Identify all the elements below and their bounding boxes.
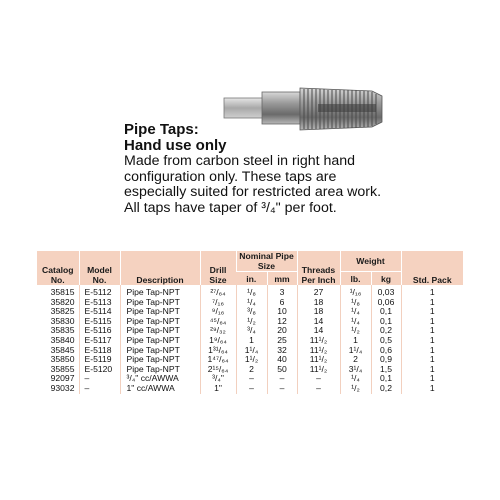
cell-model: E-5116 bbox=[79, 326, 120, 336]
cell-catalog: 35820 bbox=[50, 296, 75, 307]
col-pack-header: Std. Pack bbox=[401, 251, 463, 285]
cell-weight-kg: 1,5 bbox=[371, 365, 401, 375]
product-intro bbox=[124, 122, 389, 216]
cell-pack: 1 bbox=[401, 384, 463, 394]
col-model-header: Model No. bbox=[79, 251, 120, 285]
cell-weight-kg: 0,1 bbox=[371, 307, 401, 317]
col-nominal-in-header: in. bbox=[236, 272, 267, 286]
col-catalog-header: Catalog No. bbox=[37, 251, 79, 285]
cell-nominal-mm: 6 bbox=[267, 298, 297, 308]
cell-threads: 14 bbox=[297, 326, 340, 336]
cell-weight-kg: 0,5 bbox=[371, 336, 401, 346]
cell-threads: 27 bbox=[297, 285, 340, 298]
cell-drill: ³/₄" bbox=[200, 374, 236, 384]
cell-pack: 1 bbox=[401, 365, 463, 375]
cell-model: E-5118 bbox=[79, 346, 120, 356]
col-description-header: Description bbox=[120, 251, 200, 285]
cell-model: E-5119 bbox=[79, 355, 120, 365]
cell-drill: ²⁹/₃₂ bbox=[200, 326, 236, 336]
col-weight-kg-header: kg bbox=[371, 272, 401, 286]
cell-model: E-5114 bbox=[79, 307, 120, 317]
cell-model: E-5115 bbox=[79, 317, 120, 327]
cell-drill: ⁷/₁₆ bbox=[200, 298, 236, 308]
cell-catalog: 35850 bbox=[50, 354, 75, 365]
cell-weight-lb: ¹/₈ bbox=[340, 298, 371, 308]
cell-pack: 1 bbox=[401, 285, 463, 298]
cell-model: E-5113 bbox=[79, 298, 120, 308]
cell-pack: 1 bbox=[401, 346, 463, 356]
col-weight-lb-header: lb. bbox=[340, 272, 371, 286]
cell-weight-lb: ¹/₄ bbox=[340, 317, 371, 327]
col-weight-header: Weight bbox=[340, 251, 401, 272]
cell-pack: 1 bbox=[401, 355, 463, 365]
product-title: Pipe Taps: bbox=[124, 121, 199, 138]
cell-weight-kg: 0,06 bbox=[371, 298, 401, 308]
cell-catalog: 35825 bbox=[50, 306, 75, 317]
cell-catalog: 35840 bbox=[50, 334, 75, 345]
col-threads-header: Threads Per Inch bbox=[297, 251, 340, 285]
cell-weight-lb: ¹/₁₆ bbox=[340, 285, 371, 298]
cell-nominal-mm: 20 bbox=[267, 326, 297, 336]
cell-threads: 14 bbox=[297, 317, 340, 327]
cell-threads: 11¹/₂ bbox=[297, 346, 340, 356]
product-subtitle: Hand use only bbox=[124, 137, 227, 154]
cell-threads: – bbox=[297, 374, 340, 384]
cell-threads: 18 bbox=[297, 307, 340, 317]
cell-model: – bbox=[79, 384, 120, 394]
cell-weight-kg: 0,9 bbox=[371, 355, 401, 365]
cell-drill: 1⁹/₆₄ bbox=[200, 336, 236, 346]
cell-weight-lb: ¹/₄ bbox=[340, 307, 371, 317]
cell-pack: 1 bbox=[401, 326, 463, 336]
cell-threads: – bbox=[297, 384, 340, 394]
cell-description: Pipe Tap-NPT bbox=[120, 336, 200, 346]
cell-nominal-mm: – bbox=[267, 374, 297, 384]
cell-nominal-in: ³/₄ bbox=[236, 326, 267, 336]
cell-nominal-in: ¹/₄ bbox=[236, 298, 267, 308]
cell-weight-lb: 2 bbox=[340, 355, 371, 365]
cell-drill: 2¹⁵/₆₄ bbox=[200, 365, 236, 375]
cell-model: E-5120 bbox=[79, 365, 120, 375]
cell-pack: 1 bbox=[401, 307, 463, 317]
cell-nominal-in: 1 bbox=[236, 336, 267, 346]
cell-nominal-in: ³/₈ bbox=[236, 307, 267, 317]
cell-weight-kg: 0,2 bbox=[371, 326, 401, 336]
cell-drill: ²⁷/₆₄ bbox=[200, 285, 236, 298]
cell-catalog: 35855 bbox=[50, 363, 75, 374]
cell-threads: 18 bbox=[297, 298, 340, 308]
cell-pack: 1 bbox=[401, 298, 463, 308]
cell-drill: ⁹/₁₆ bbox=[200, 307, 236, 317]
col-nominal-mm-header: mm bbox=[267, 272, 297, 286]
cell-weight-kg: 0,2 bbox=[371, 384, 401, 394]
cell-nominal-in: – bbox=[236, 384, 267, 394]
cell-nominal-in: 1¹/₂ bbox=[236, 355, 267, 365]
cell-description: Pipe Tap-NPT bbox=[120, 298, 200, 308]
table-row bbox=[37, 285, 463, 298]
cell-description: 1" cc/AWWA bbox=[120, 384, 200, 394]
cell-description: Pipe Tap-NPT bbox=[120, 355, 200, 365]
table-body bbox=[37, 285, 463, 394]
cell-model: – bbox=[79, 374, 120, 384]
cell-weight-kg: 0,03 bbox=[371, 285, 401, 298]
table-row bbox=[37, 384, 463, 394]
cell-model: E-5112 bbox=[79, 285, 120, 298]
cell-threads: 11¹/₂ bbox=[297, 336, 340, 346]
cell-nominal-in: 1¹/₄ bbox=[236, 346, 267, 356]
cell-drill: ⁴⁵/₆₄ bbox=[200, 317, 236, 327]
cell-weight-kg: 0,6 bbox=[371, 346, 401, 356]
cell-pack: 1 bbox=[401, 317, 463, 327]
cell-nominal-in: 2 bbox=[236, 365, 267, 375]
cell-weight-lb: 3¹/₄ bbox=[340, 365, 371, 375]
cell-drill: 1³¹/₆₄ bbox=[200, 346, 236, 356]
cell-description: Pipe Tap-NPT bbox=[120, 285, 200, 298]
cell-catalog: 35835 bbox=[50, 325, 75, 336]
cell-nominal-mm: 50 bbox=[267, 365, 297, 375]
cell-nominal-in: ¹/₈ bbox=[236, 285, 267, 298]
cell-nominal-in: ¹/₂ bbox=[236, 317, 267, 327]
cell-nominal-mm: 12 bbox=[267, 317, 297, 327]
cell-weight-lb: ¹/₄ bbox=[340, 374, 371, 384]
cell-description: ³/₄" cc/AWWA bbox=[120, 374, 200, 384]
cell-weight-lb: 1 bbox=[340, 336, 371, 346]
cell-nominal-mm: 3 bbox=[267, 285, 297, 298]
cell-catalog: 93032 bbox=[50, 382, 75, 393]
cell-description: Pipe Tap-NPT bbox=[120, 365, 200, 375]
col-nominal-header: Nominal Pipe Size bbox=[236, 251, 297, 272]
cell-weight-lb: ¹/₂ bbox=[340, 326, 371, 336]
cell-pack: 1 bbox=[401, 374, 463, 384]
cell-catalog: 35845 bbox=[50, 344, 75, 355]
cell-weight-lb: 1¹/₄ bbox=[340, 346, 371, 356]
cell-model: E-5117 bbox=[79, 336, 120, 346]
cell-drill: 1⁴⁷/₆₄ bbox=[200, 355, 236, 365]
cell-nominal-mm: 25 bbox=[267, 336, 297, 346]
cell-description: Pipe Tap-NPT bbox=[120, 346, 200, 356]
cell-threads: 11¹/₂ bbox=[297, 365, 340, 375]
cell-weight-lb: ¹/₂ bbox=[340, 384, 371, 394]
cell-drill: 1" bbox=[200, 384, 236, 394]
cell-nominal-mm: 32 bbox=[267, 346, 297, 356]
cell-catalog: 35830 bbox=[50, 315, 75, 326]
cell-pack: 1 bbox=[401, 336, 463, 346]
cell-description: Pipe Tap-NPT bbox=[120, 307, 200, 317]
cell-nominal-mm: – bbox=[267, 384, 297, 394]
pipe-tap-table bbox=[37, 251, 463, 394]
cell-threads: 11¹/₂ bbox=[297, 355, 340, 365]
cell-catalog: 92097 bbox=[50, 373, 75, 384]
cell-nominal-in: – bbox=[236, 374, 267, 384]
cell-catalog: 35815 bbox=[50, 287, 75, 297]
cell-weight-kg: 0,1 bbox=[371, 317, 401, 327]
product-description: Made from carbon steel in right hand configuration only. These taps are especially suited for restricted area work. All taps have taper of ³/₄" per foot. bbox=[124, 153, 382, 216]
cell-nominal-mm: 40 bbox=[267, 355, 297, 365]
cell-weight-kg: 0,1 bbox=[371, 374, 401, 384]
cell-description: Pipe Tap-NPT bbox=[120, 317, 200, 327]
cell-nominal-mm: 10 bbox=[267, 307, 297, 317]
col-drill-header: Drill Size bbox=[200, 251, 236, 285]
cell-description: Pipe Tap-NPT bbox=[120, 326, 200, 336]
